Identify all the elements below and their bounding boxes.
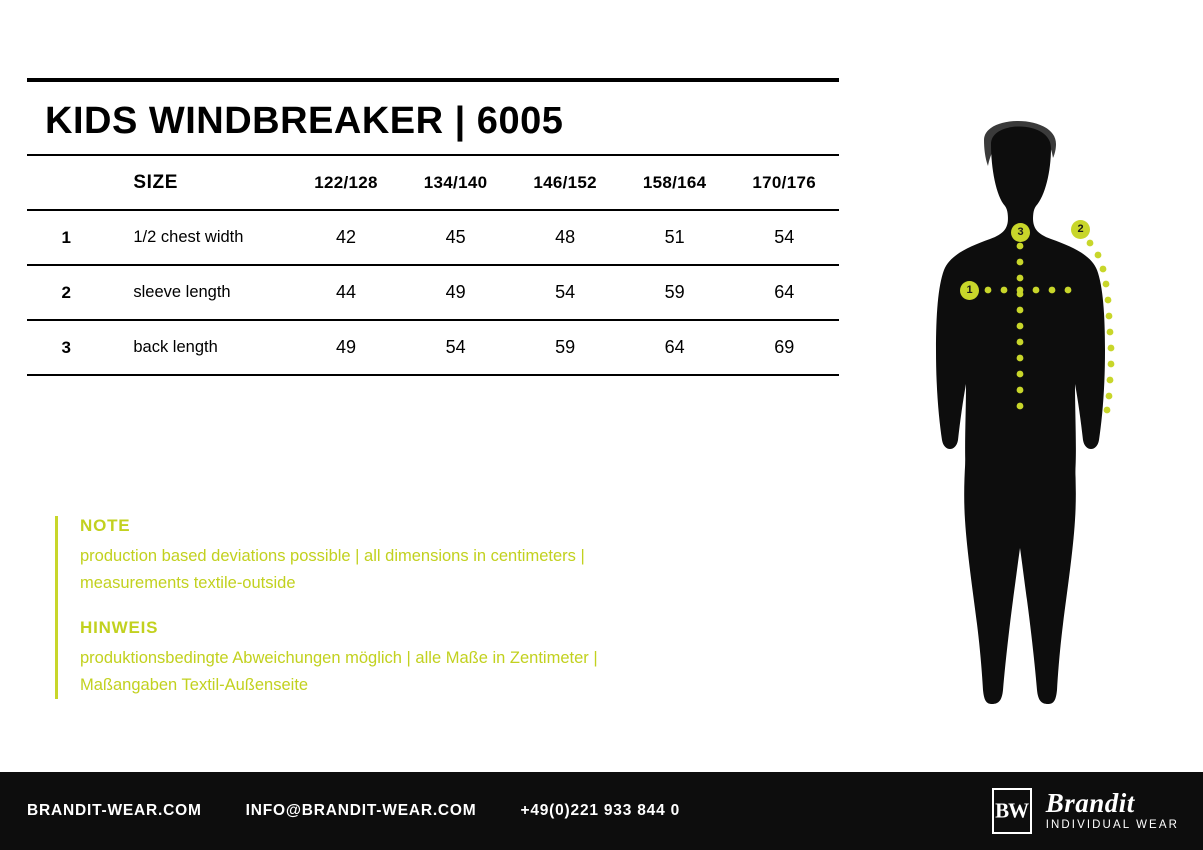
- footer: [0, 772, 1203, 850]
- footer-contact: [27, 772, 680, 850]
- note-line: measurements textile-outside: [80, 573, 296, 592]
- footer-phone[interactable]: +49(0)221 933 844 0: [520, 802, 681, 819]
- note-heading: NOTE: [80, 516, 131, 535]
- measurement-figure: [905, 100, 1135, 720]
- row-value: 69: [729, 320, 839, 375]
- table-row: [27, 210, 839, 265]
- row-label: 1/2 chest width: [105, 210, 291, 265]
- note-line: produktionsbedingte Abweichungen möglich | alle Maße in Zentimeter |: [80, 649, 598, 668]
- row-index: 1: [27, 210, 105, 265]
- header-size-146-152: 146/152: [510, 155, 620, 210]
- header-size-122-128: 122/128: [291, 155, 401, 210]
- header-size-170-176: 170/176: [729, 155, 839, 210]
- row-value: 54: [510, 265, 620, 320]
- table-header-row: [27, 155, 839, 210]
- table-row: [27, 320, 839, 375]
- row-value: 64: [620, 320, 730, 375]
- row-value: 44: [291, 265, 401, 320]
- brand-name: Brandit: [1045, 788, 1135, 819]
- header-size-158-164: 158/164: [620, 155, 730, 210]
- note-line: Maßangaben Textil-Außenseite: [80, 676, 309, 695]
- note-block-en: [80, 516, 695, 596]
- row-value: 49: [401, 265, 511, 320]
- note-heading: HINWEIS: [80, 618, 159, 638]
- notes-section: [55, 516, 695, 699]
- row-value: 59: [510, 320, 620, 375]
- row-value: 59: [620, 265, 730, 320]
- row-value: 54: [401, 320, 511, 375]
- footer-website[interactable]: BRANDIT-WEAR.COM: [27, 802, 202, 819]
- row-index: 2: [27, 265, 105, 320]
- row-value: 54: [729, 210, 839, 265]
- row-index: 3: [27, 320, 105, 375]
- brand-wordmark: [1046, 790, 1179, 832]
- row-value: 51: [620, 210, 730, 265]
- chart-section: [27, 78, 839, 376]
- brand-lockup: [992, 772, 1179, 850]
- mannequin-silhouette: [905, 100, 1135, 720]
- row-value: 48: [510, 210, 620, 265]
- header-index-cell: [27, 155, 105, 210]
- figure-badge-1: 1: [960, 281, 979, 300]
- size-table: [27, 154, 839, 376]
- row-label: back length: [105, 320, 291, 375]
- row-value: 42: [291, 210, 401, 265]
- page-title: KIDS WINDBREAKER | 6005: [45, 100, 564, 142]
- row-label: sleeve length: [105, 265, 291, 320]
- brand-tagline: INDIVIDUAL WEAR: [1045, 819, 1179, 832]
- row-value: 45: [401, 210, 511, 265]
- brandit-logo-icon: [992, 788, 1032, 834]
- footer-email[interactable]: INFO@BRANDIT-WEAR.COM: [245, 802, 477, 819]
- note-line: production based deviations possible | all dimensions in centimeters |: [80, 547, 585, 565]
- figure-badge-2: 2: [1071, 220, 1090, 239]
- row-value: 49: [291, 320, 401, 375]
- header-size-label: SIZE: [105, 155, 291, 210]
- brand-mark-text: BW: [995, 798, 1029, 823]
- figure-badge-3: 3: [1011, 223, 1030, 242]
- row-value: 64: [729, 265, 839, 320]
- header-size-134-140: 134/140: [401, 155, 511, 210]
- table-row: [27, 265, 839, 320]
- note-block-de: [80, 618, 695, 698]
